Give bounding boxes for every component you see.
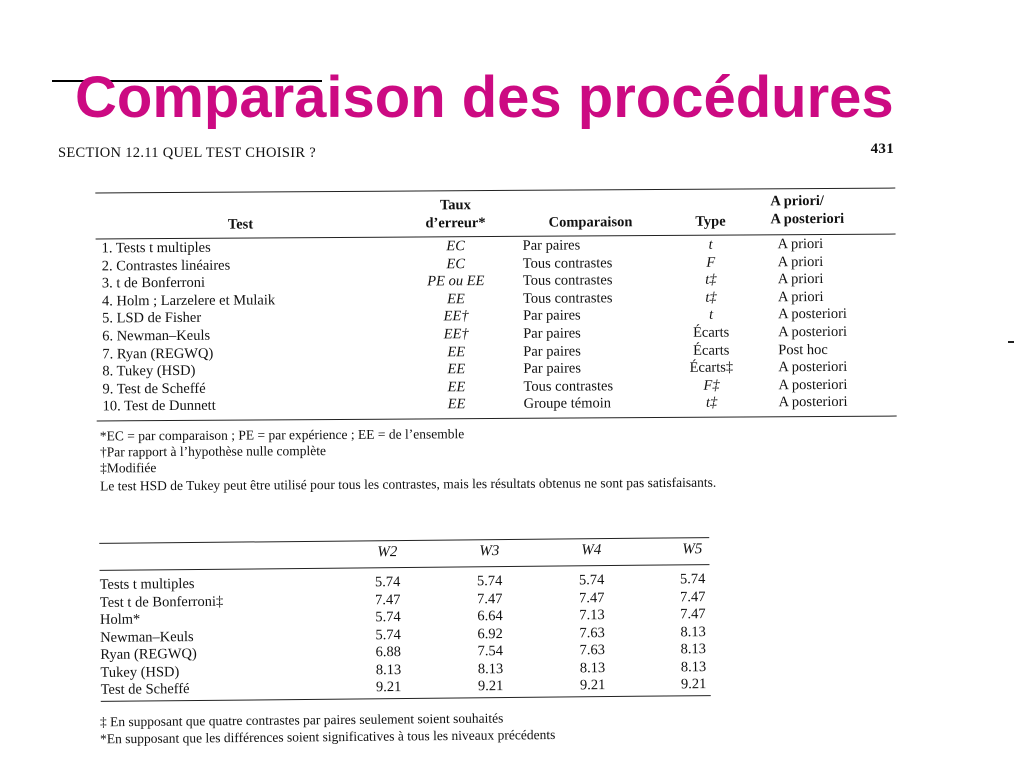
cell-test: 7. Ryan (REGWQ) <box>102 345 214 362</box>
cell-test: 8. Tukey (HSD) <box>102 362 196 380</box>
table-header <box>95 190 895 239</box>
cell-type: F <box>706 254 716 271</box>
cell-value: 9.21 <box>477 678 504 695</box>
cell-error: PE ou EE <box>427 273 485 290</box>
cell-value: 7.47 <box>477 590 503 607</box>
cell-comparison: Par paires <box>523 343 581 360</box>
row-label: Test t de Bonferroni‡ <box>99 593 224 611</box>
cell-value: 5.74 <box>476 573 503 590</box>
cell-comparison: Par paires <box>523 307 581 325</box>
header-apriori-line2: A posteriori <box>770 210 845 228</box>
cell-error: EE <box>447 343 466 360</box>
cell-comparison: Tous contrastes <box>522 272 613 290</box>
footnote-null-hypothesis: †Par rapport à l’hypothèse nulle complète <box>99 443 327 460</box>
cell-error: EC <box>446 238 465 255</box>
cell-value: 5.74 <box>578 572 605 589</box>
margin-mark <box>1008 341 1014 343</box>
cell-type: Écarts <box>693 342 730 359</box>
cell-test: 3. t de Bonferroni <box>101 274 206 292</box>
row-label: Test de Scheffé <box>100 681 190 698</box>
cell-comparison: Par paires <box>523 325 581 342</box>
cell-value: 7.63 <box>579 642 606 659</box>
header-comparison: Comparaison <box>548 214 633 231</box>
cell-value: 9.21 <box>579 677 606 694</box>
cell-value: 5.74 <box>375 609 401 626</box>
cell-test: 9. Test de Scheffé <box>102 380 206 398</box>
cell-comparison: Tous contrastes <box>523 378 614 395</box>
row-label: Ryan (REGWQ) <box>100 646 197 663</box>
header-type: Type <box>695 213 726 230</box>
cell-value: 5.74 <box>375 626 401 643</box>
cell-comparison: Groupe témoin <box>523 395 612 413</box>
cell-test: 2. Contrastes linéaires <box>101 257 231 275</box>
header-test: Test <box>227 216 254 233</box>
table-body <box>96 236 897 417</box>
cell-value: 8.13 <box>680 623 706 640</box>
header-w4: W4 <box>581 542 602 559</box>
cell-value: 6.88 <box>375 644 402 661</box>
cell-value: 6.92 <box>477 625 503 642</box>
cell-value: 8.13 <box>477 660 504 677</box>
cell-test: 5. LSD de Fisher <box>102 310 202 327</box>
row-label: Tukey (HSD) <box>100 663 180 681</box>
cell-comparison: Par paires <box>523 360 582 377</box>
cell-value: 9.21 <box>375 679 402 696</box>
cell-error: EE <box>447 396 466 413</box>
header-w5: W5 <box>682 541 703 558</box>
cell-type: F‡ <box>703 377 720 394</box>
header-w3: W3 <box>479 543 500 560</box>
cell-value: 6.64 <box>477 608 503 625</box>
cell-comparison: Tous contrastes <box>522 290 613 307</box>
cell-error: EE <box>447 290 465 308</box>
cell-apriori: A posteriori <box>778 359 848 376</box>
header-apriori-line1: A priori/ <box>770 192 824 210</box>
cell-value: 7.47 <box>579 589 605 606</box>
cell-type: t <box>709 307 714 324</box>
cell-comparison: Tous contrastes <box>522 254 613 272</box>
critical-values-notes <box>100 707 800 748</box>
cell-value: 8.13 <box>680 658 707 675</box>
header-w2: W2 <box>377 544 398 561</box>
critical-values-table <box>99 537 711 703</box>
cell-type: t‡ <box>705 289 717 306</box>
cell-error: EE <box>447 378 466 396</box>
cell-value: 5.74 <box>679 571 706 588</box>
row-label: Newman–Keuls <box>100 628 194 646</box>
cell-error: EC <box>446 255 466 272</box>
header-error-line2: d’erreur* <box>425 215 486 232</box>
cell-value: 7.47 <box>680 606 706 623</box>
procedures-table <box>95 188 896 423</box>
cell-error: EE† <box>443 326 469 343</box>
cell-apriori: A posteriori <box>778 376 848 394</box>
cell-apriori: A posteriori <box>778 394 848 411</box>
section-heading: SECTION 12.11 QUEL TEST CHOISIR ? <box>58 145 317 161</box>
cell-apriori: A priori <box>777 288 824 306</box>
page-number: 431 <box>870 141 894 157</box>
tukey-remark: Le test HSD de Tukey peut être utilisé pour tous les contrastes, mais les résultats obtenus ne sont pas satisfaisants. <box>100 474 717 494</box>
cell-value: 7.54 <box>477 643 504 660</box>
cell-value: 7.47 <box>375 591 401 608</box>
cell-error: EE† <box>443 308 469 325</box>
cell-value: 7.63 <box>579 624 605 641</box>
cell-value: 5.74 <box>374 574 401 591</box>
footnote-pairwise: ‡ En supposant que quatre contrastes par paires seulement soient souhaités <box>99 710 504 730</box>
cell-apriori: Post hoc <box>778 341 828 358</box>
cell-value: 8.13 <box>680 641 707 658</box>
cell-type: t‡ <box>705 394 718 412</box>
cell-value: 7.13 <box>579 607 605 624</box>
cell-error: EE <box>447 361 466 378</box>
header-error-line1: Taux <box>439 197 471 214</box>
row-label: Holm* <box>99 611 141 628</box>
cell-apriori: A priori <box>777 236 824 253</box>
page-header <box>58 141 898 167</box>
cell-apriori: A posteriori <box>778 323 848 341</box>
cell-test: 1. Tests t multiples <box>101 239 211 257</box>
slide-title: Comparaison des procédures <box>75 65 894 130</box>
row-label: Tests t multiples <box>99 576 195 593</box>
cell-apriori: A priori <box>777 271 824 288</box>
cell-comparison: Par paires <box>522 237 581 254</box>
table-body <box>100 571 711 699</box>
cell-value: 8.13 <box>579 659 606 676</box>
cell-value: 9.21 <box>680 676 707 693</box>
table-notes <box>100 424 900 495</box>
cell-type: t <box>708 236 713 253</box>
cell-test: 6. Newman–Keuls <box>102 327 211 345</box>
cell-apriori: A posteriori <box>778 306 847 323</box>
cell-type: t‡ <box>705 271 717 288</box>
footnote-modified: ‡Modifiée <box>100 460 157 476</box>
table-bottom-rule <box>97 416 897 422</box>
footnote-error-rates: *EC = par comparaison ; PE = par expérience ; EE = de l’ensemble <box>99 426 465 444</box>
cell-test: 4. Holm ; Larzelere et Mulaik <box>101 292 276 310</box>
cell-apriori: A priori <box>777 253 824 270</box>
footnote-significance: *En supposant que les différences soient significatives à tous les niveaux précédents <box>100 726 556 747</box>
cell-value: 8.13 <box>375 661 402 678</box>
table-row <box>97 394 897 416</box>
cell-type: Écarts <box>692 324 730 341</box>
cell-test: 10. Test de Dunnett <box>102 398 216 415</box>
cell-type: Écarts‡ <box>689 359 734 376</box>
cell-value: 7.47 <box>680 588 706 605</box>
